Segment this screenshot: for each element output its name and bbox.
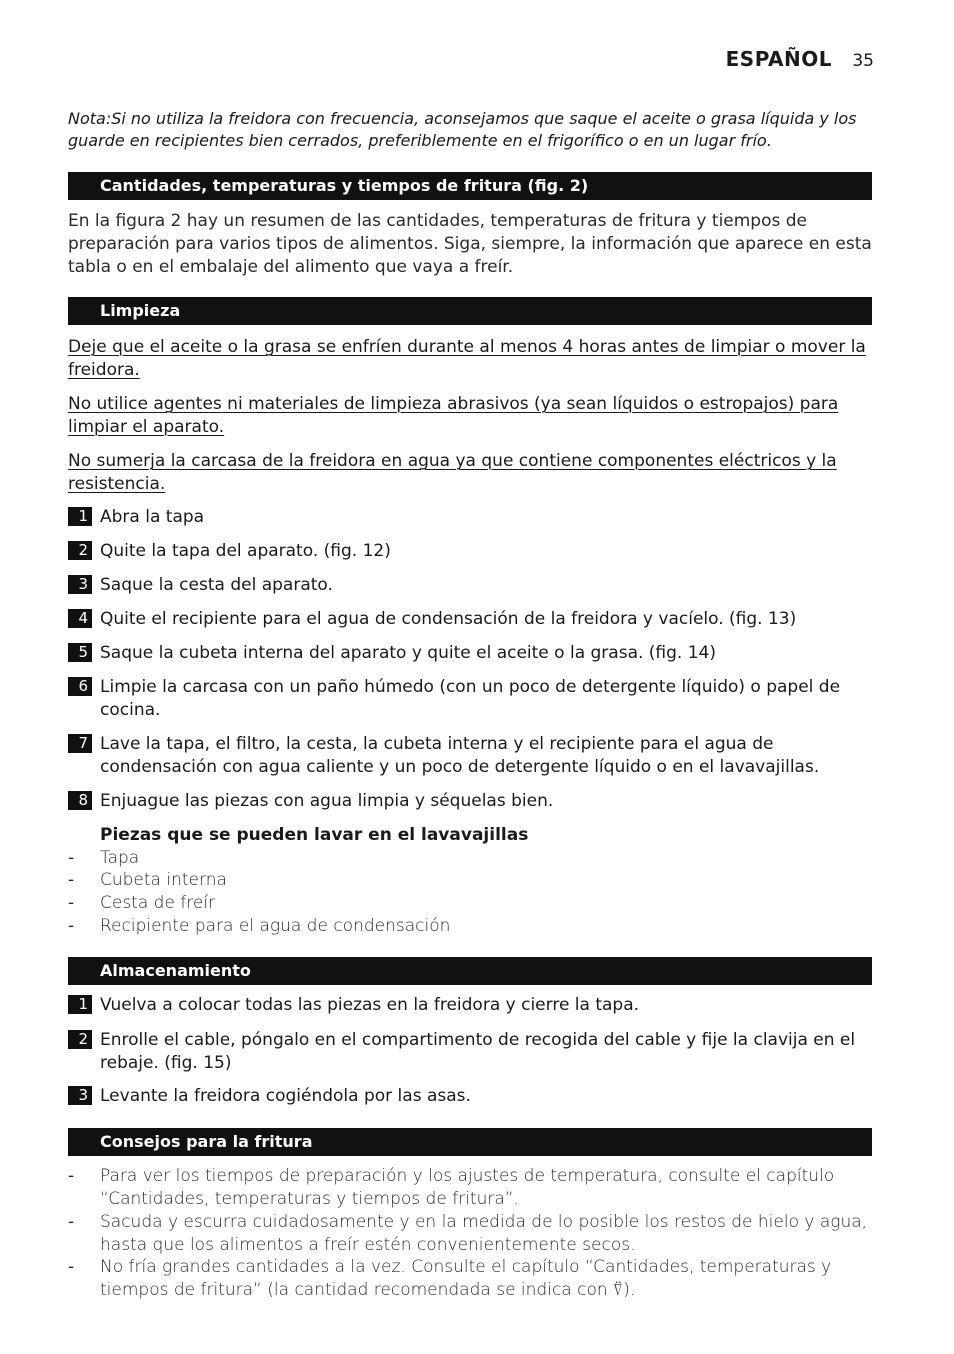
cleaning-warning bbox=[68, 393, 873, 439]
warning-text: No sumerja la carcasa de la freidora en agua ya que contiene componentes eléctricos y la resistencia. bbox=[68, 451, 837, 494]
dash-marker: - bbox=[68, 1166, 75, 1186]
step-number: 3 bbox=[68, 575, 92, 594]
warning-text: Deje que el aceite o la grasa se enfríen durante al menos 4 horas antes de limpiar o mover la freidora. bbox=[68, 337, 866, 380]
cleaning-step bbox=[68, 540, 873, 563]
item-text: Recipiente para el agua de condensación bbox=[100, 916, 451, 936]
step-text: Saque la cesta del aparato. bbox=[100, 575, 333, 595]
dash-marker: - bbox=[68, 893, 75, 913]
step-text: Enjuague las piezas con agua limpia y séquelas bien. bbox=[100, 791, 554, 811]
dishwasher-parts-heading: Piezas que se pueden lavar en el lavavajillas bbox=[100, 825, 529, 845]
cleaning-step bbox=[68, 608, 873, 631]
step-number: 5 bbox=[68, 643, 92, 662]
cleaning-step bbox=[68, 676, 873, 722]
step-number: 2 bbox=[68, 1030, 92, 1049]
section-heading-cleaning: Limpieza bbox=[68, 297, 872, 325]
step-number: 7 bbox=[68, 734, 92, 753]
section-heading-quantities: Cantidades, temperaturas y tiempos de fritura (fig. 2) bbox=[68, 172, 872, 200]
cleaning-step bbox=[68, 642, 873, 665]
step-text: Saque la cubeta interna del aparato y quite el aceite o la grasa. (fig. 14) bbox=[100, 643, 717, 663]
dash-marker: - bbox=[68, 1257, 75, 1277]
step-number: 4 bbox=[68, 609, 92, 628]
tip-text: No fría grandes cantidades a la vez. Consulte el capítulo “Cantidades, temperaturas y tiempos de fritura” (la cantidad recomendada se indica con ⍢). bbox=[100, 1257, 832, 1300]
tip-item bbox=[68, 1211, 873, 1257]
step-text: Quite el recipiente para el agua de condensación de la freidora y vacíelo. (fig. 13) bbox=[100, 609, 797, 629]
dishwasher-item bbox=[68, 892, 873, 915]
cleaning-step bbox=[68, 506, 873, 529]
quantities-paragraph: En la figura 2 hay un resumen de las cantidades, temperaturas de fritura y tiempos de preparación para varios tipos de alimentos. Siga, siempre, la información que aparece en esta tabla o en el embalaje del alimento que vaya a freír. bbox=[68, 211, 872, 277]
item-text: Cesta de freír bbox=[100, 893, 216, 913]
tip-item bbox=[68, 1165, 873, 1211]
step-text: Lave la tapa, el filtro, la cesta, la cubeta interna y el recipiente para el agua de condensación con agua caliente y un poco de detergente líquido o en el lavavajillas. bbox=[100, 734, 820, 777]
storage-step bbox=[68, 1029, 873, 1075]
cleaning-warning bbox=[68, 450, 873, 496]
step-number: 8 bbox=[68, 791, 92, 810]
step-text: Quite la tapa del aparato. (fig. 12) bbox=[100, 541, 391, 561]
cleaning-step bbox=[68, 733, 873, 779]
step-text: Levante la freidora cogiéndola por las asas. bbox=[100, 1086, 471, 1106]
cleaning-step bbox=[68, 574, 873, 597]
page-number: 35 bbox=[852, 51, 874, 71]
step-text: Enrolle el cable, póngalo en el compartimento de recogida del cable y fije la clavija en el rebaje. (fig. 15) bbox=[100, 1030, 856, 1073]
step-text: Limpie la carcasa con un paño húmedo (con un poco de detergente líquido) o papel de cocina. bbox=[100, 677, 841, 720]
dishwasher-item bbox=[68, 847, 873, 870]
step-number: 1 bbox=[68, 507, 92, 526]
dash-marker: - bbox=[68, 870, 75, 890]
warning-text: No utilice agentes ni materiales de limpieza abrasivos (ya sean líquidos o estropajos) para limpiar el aparato. bbox=[68, 394, 839, 437]
section-heading-storage: Almacenamiento bbox=[68, 957, 872, 985]
storage-step bbox=[68, 994, 873, 1017]
step-text: Vuelva a colocar todas las piezas en la freidora y cierre la tapa. bbox=[100, 995, 640, 1015]
cleaning-warning bbox=[68, 336, 873, 382]
cleaning-step bbox=[68, 790, 873, 813]
step-number: 6 bbox=[68, 677, 92, 696]
dash-marker: - bbox=[68, 1212, 75, 1232]
tip-item bbox=[68, 1256, 873, 1302]
dash-marker: - bbox=[68, 848, 75, 868]
dash-marker: - bbox=[68, 916, 75, 936]
step-number: 2 bbox=[68, 541, 92, 560]
storage-step bbox=[68, 1085, 873, 1108]
step-text: Abra la tapa bbox=[100, 507, 205, 527]
tip-text: Para ver los tiempos de preparación y los ajustes de temperatura, consulte el capítulo “Cantidades, temperaturas y tiempos de fritura”. bbox=[100, 1166, 835, 1209]
step-number: 3 bbox=[68, 1086, 92, 1105]
dishwasher-item bbox=[68, 869, 873, 892]
item-text: Cubeta interna bbox=[100, 870, 227, 890]
step-number: 1 bbox=[68, 995, 92, 1014]
storage-note: Nota:Si no utiliza la freidora con frecuencia, aconsejamos que saque el aceite o grasa líquida y los guarde en recipientes bien cerrados, preferiblemente en el frigorífico o en un lugar frío. bbox=[68, 109, 857, 150]
dishwasher-item bbox=[68, 915, 873, 938]
language-label: ESPAÑOL bbox=[725, 47, 832, 71]
item-text: Tapa bbox=[100, 848, 140, 868]
section-heading-tips: Consejos para la fritura bbox=[68, 1128, 872, 1156]
tip-text: Sacuda y escurra cuidadosamente y en la medida de lo posible los restos de hielo y agua, hasta que los alimentos a freír estén convenientemente secos. bbox=[100, 1212, 868, 1255]
